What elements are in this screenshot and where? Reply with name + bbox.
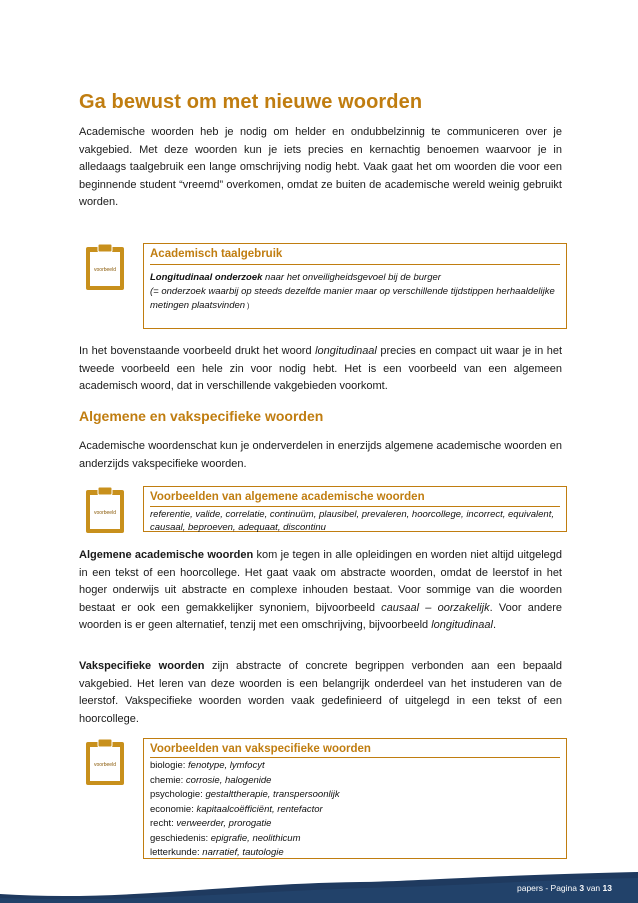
text-run: In het bovenstaande voorbeeld drukt het woord xyxy=(79,345,316,357)
list-item: geschiedenis: epigrafie, neolithicum xyxy=(150,832,301,844)
definition-close: ) xyxy=(245,303,250,310)
section-heading: Algemene en vakspecifieke woorden xyxy=(79,408,324,424)
text-run: zijn abstracte of concrete begrippen verbonden aan een bepaald vakgebied. Het leren van deze woorden is een belangrijk onderdeel van het instuderen van de leerstof. Vakspecifieke woorden worden vaak gedefinieerd of uitgelegd in een tekst of een hoorcollege. xyxy=(79,660,562,725)
clipboard-example-icon xyxy=(85,243,125,291)
paragraph-specific-words xyxy=(79,658,562,728)
page-number: papers - Pagina 3 van 13 xyxy=(516,883,612,893)
paragraph-explanation xyxy=(79,343,562,396)
intro-paragraph: Academische woorden heb je nodig om helder en ondubbelzinnig te communiceren over je vakgebied. Met deze woorden kun je iets precies en kernachtig benoemen waarvoor je in alledaags taalgebruik een lange omschrijving nodig hebt. Vaak gaat het om woorden die voor een beginnende student “vreemd” overkomen, omdat ze buiten de academische wereld weinig gebruikt worden. xyxy=(79,126,562,209)
text-run: precies en compact uit waar je in het tweede voorbeeld een hele zin voor nodig hebt. Het is een voorbeeld van een algemeen academisch woord, dat in verschillende vakgebieden voorkomt. xyxy=(79,345,562,393)
example-term-rest: naar het onveiligheidsgevoel bij de burger xyxy=(262,272,441,283)
text-run: kom je tegen in alle opleidingen en worden niet altijd uitgelegd in een tekst of een hoorcollege. Het gaat vaak om abstracte woorden, omdat de leerstof in het hoger onderwijs uit abstracte en complexe inhouden bestaat. Voor sommige van die woorden bestaat er ook een gemakkelijker synoniem, bijvoorbeeld xyxy=(79,549,562,614)
icon-label: voorbeeld xyxy=(94,510,116,516)
emphasis-term: longitudinaal xyxy=(431,619,493,632)
icon-label: voorbeeld xyxy=(94,267,116,273)
clipboard-example-icon xyxy=(85,486,125,534)
text-run: . Voor andere woorden is er geen alternatief, tenzij met een omschrijving, bijvoorbeeld xyxy=(79,601,562,632)
clipboard-example-icon xyxy=(85,738,125,786)
box-title: Voorbeelden van algemene academische woorden xyxy=(150,491,425,503)
general-words-list: referentie, valide, correlatie, continuüm, plausibel, prevaleren, hoorcollege, incorrect, equivalent, causaal, beproeven, adequaat, discontinu xyxy=(150,509,554,533)
box-title: Academisch taalgebruik xyxy=(150,248,283,260)
box-divider xyxy=(150,264,560,265)
specific-words-list xyxy=(150,759,560,861)
example-box-general-words xyxy=(143,486,567,532)
list-item: letterkunde: narratief, tautologie xyxy=(150,847,284,858)
example-box-specific-words xyxy=(143,738,567,859)
paragraph-division: Academische woordenschat kun je onderverdelen in enerzijds algemene academische woorden en anderzijds vakspecifieke woorden. xyxy=(79,440,562,470)
icon-label: voorbeeld xyxy=(94,762,116,768)
bold-term: Algemene academische woorden xyxy=(79,549,254,561)
text-run: . xyxy=(492,619,497,632)
list-item: chemie: corrosie, halogenide xyxy=(150,774,272,786)
example-box-academic-language xyxy=(143,243,567,329)
box-example-text xyxy=(150,271,560,314)
page-footer xyxy=(0,872,638,903)
emphasis-term: longitudinaal xyxy=(315,345,377,357)
example-definition: (= onderzoek waarbij op steeds dezelfde manier maar op verschillende tijdstippen herhaaldelijke metingen plaatsvinden xyxy=(150,286,555,311)
list-item: economie: kapitaalcoëfficiënt, rentefactor xyxy=(150,803,323,815)
box-divider xyxy=(150,506,560,507)
list-item: psychologie: gestalttherapie, transpersoonlijk xyxy=(150,789,340,800)
paragraph-general-words xyxy=(79,547,562,635)
box-divider xyxy=(150,757,560,758)
list-item: biologie: fenotype, lymfocyt xyxy=(150,760,265,771)
page-title: Ga bewust om met nieuwe woorden xyxy=(79,91,423,113)
bold-term: Vakspecifieke woorden xyxy=(79,660,205,672)
list-item: recht: verweerder, prorogatie xyxy=(150,818,272,829)
example-term: Longitudinaal onderzoek xyxy=(150,272,263,283)
box-title: Voorbeelden van vakspecifieke woorden xyxy=(150,743,371,755)
emphasis-term: causaal – oorzakelijk xyxy=(381,601,490,614)
